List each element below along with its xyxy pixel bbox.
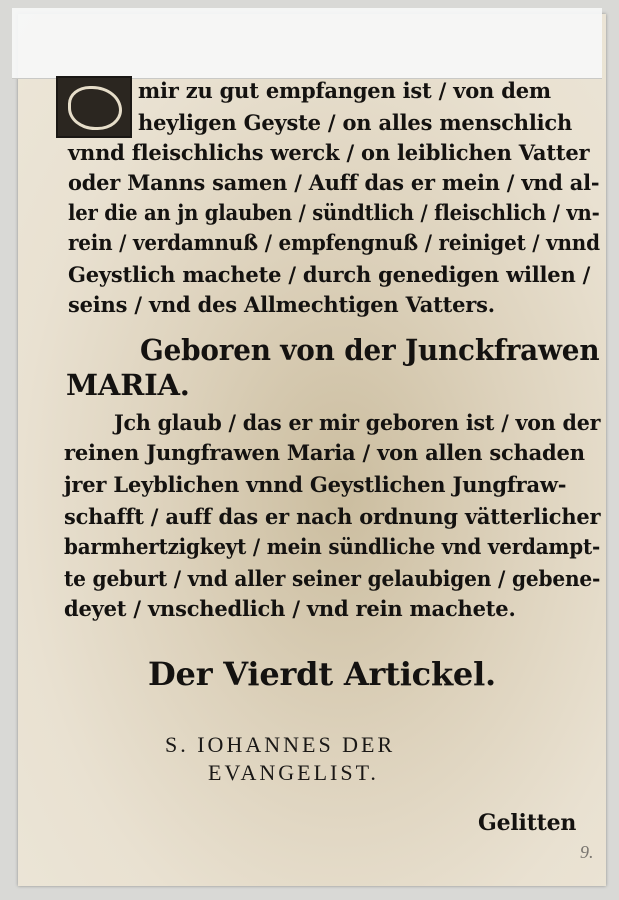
text-line: barmhertzigkeyt / mein sündliche vnd verdampt- <box>64 534 601 559</box>
text-line: te geburt / vnd aller seiner gelaubigen / gebene- <box>64 566 601 591</box>
tape-strip <box>12 8 602 79</box>
text-line: rein / verdamnuß / empfengnuß / reiniget / vnnd <box>68 230 600 255</box>
decorated-initial <box>56 76 132 138</box>
section-heading: Geboren von der Junckfrawen <box>140 333 600 367</box>
section-heading-name: MARIA. <box>66 368 190 402</box>
evangelist-line-1: S. IOHANNES DER <box>165 732 396 757</box>
catchword: Gelitten <box>478 810 577 836</box>
text-line: Jch glaub / das er mir geboren ist / von der <box>114 410 601 435</box>
folio-number: 9. <box>580 842 594 862</box>
text-line: heyligen Geyste / on alles menschlich <box>138 110 573 135</box>
text-line: ler die an jn glauben / sündtlich / fleischlich / vn- <box>68 200 600 225</box>
text-line: schafft / auff das er nach ordnung vätterlicher <box>64 504 601 529</box>
text-line: Geystlich machete / durch genedigen willen / <box>68 262 591 287</box>
article-title: Der Vierdt Artickel. <box>148 655 496 693</box>
text-line: vnnd fleischlichs werck / on leiblichen Vatter <box>68 140 590 165</box>
text-line: seins / vnd des Allmechtigen Vatters. <box>68 292 495 317</box>
text-line: jrer Leyblichen vnnd Geystlichen Jungfraw- <box>64 472 567 497</box>
evangelist-line-2: EVANGELIST. <box>208 760 379 785</box>
text-line: oder Manns samen / Auff das er mein / vnd al- <box>68 170 600 195</box>
text-line: reinen Jungfrawen Maria / von allen schaden <box>64 440 585 465</box>
text-line: mir zu gut empfangen ist / von dem <box>138 78 551 103</box>
text-line: deyet / vnschedlich / vnd rein machete. <box>64 596 516 621</box>
